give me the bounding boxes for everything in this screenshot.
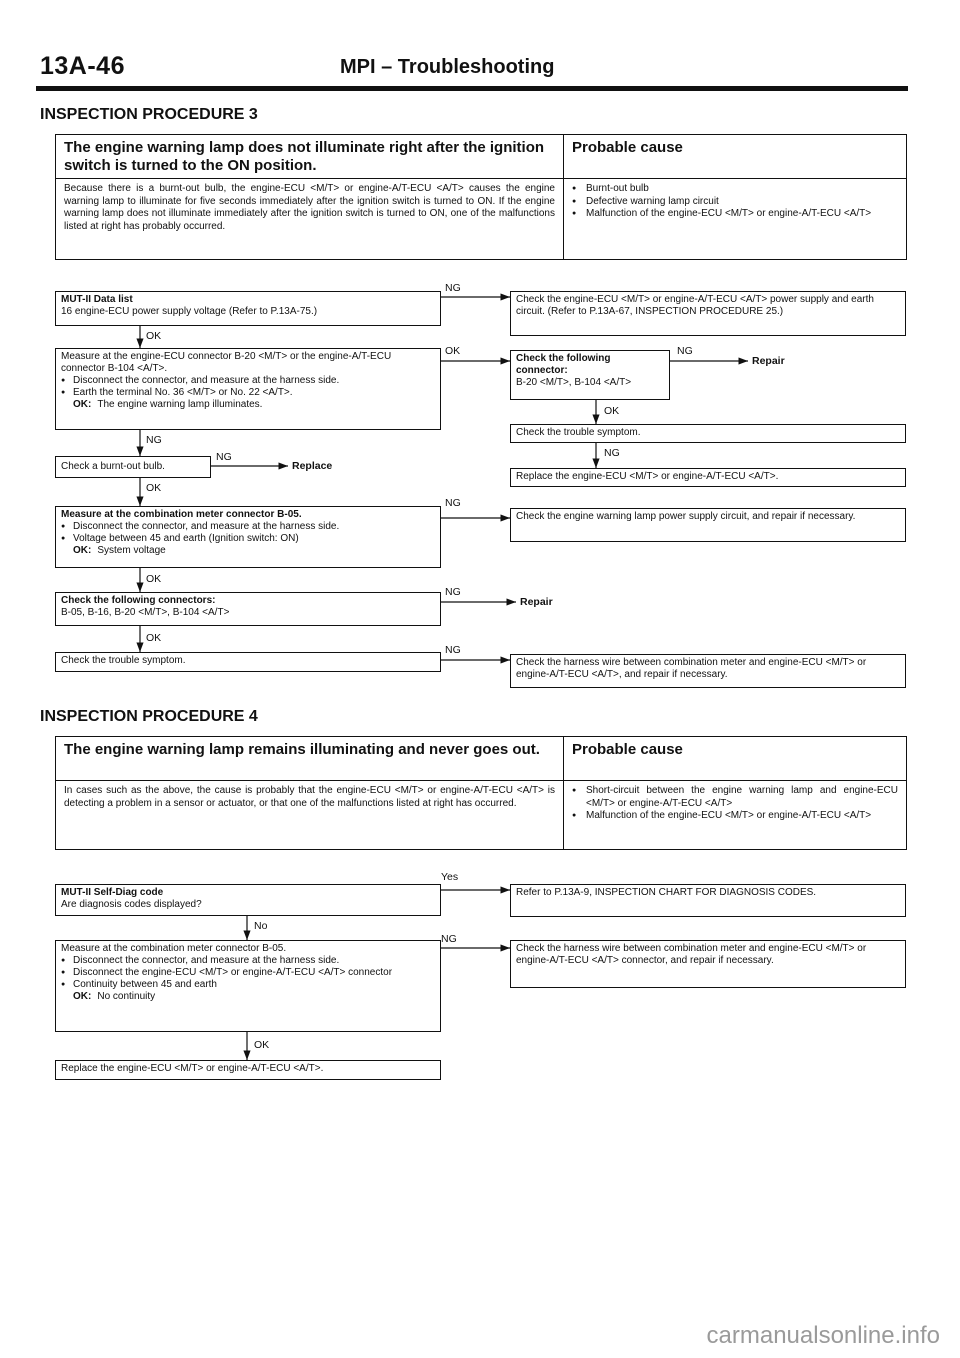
procedure-4-heading: INSPECTION PROCEDURE 4 (40, 708, 258, 725)
replace-ecu-box: Replace the engine-ECU <M/T> or engine-A/T-ECU <A/T>. (55, 1060, 441, 1080)
measure-ecu-step: ● Earth the terminal No. 36 <M/T> or No. 22 <A/T>. (61, 387, 435, 399)
ng-label: NG (441, 933, 457, 945)
procedure-3-probable-cause-title: Probable cause (563, 135, 906, 179)
measure-b05-step: ● Disconnect the connector, and measure at the harness side. (61, 955, 435, 967)
cause-item: ● Malfunction of the engine-ECU <M/T> or engine-A/T-ECU <A/T> (572, 208, 898, 221)
measure-meter-step: ● Voltage between 45 and earth (Ignition switch: ON) (61, 533, 435, 545)
measure-ecu-title: Measure at the engine-ECU connector B-20 <M/T> or the engine-A/T-ECU connector B-104 <A/T>. (61, 351, 392, 374)
ok-label: OK (604, 405, 620, 417)
check-connectors-text: B-05, B-16, B-20 <M/T>, B-104 <A/T> (61, 607, 230, 618)
procedure-4-probable-cause-title: Probable cause (563, 737, 906, 781)
ng-label: NG (445, 644, 461, 656)
measure-b05-title: Measure at the combination meter connector B-05. (61, 943, 287, 954)
procedure-4-symptom: The engine warning lamp remains illuminating and never goes out. (56, 737, 563, 781)
check-following-title: Check the following connector: (516, 353, 611, 376)
no-label: No (254, 920, 268, 932)
cause-item: ● Malfunction of the engine-ECU <M/T> or engine-A/T-ECU <A/T> (572, 810, 898, 823)
check-connectors-title: Check the following connectors: (61, 595, 216, 606)
ng-label: NG (445, 282, 461, 294)
procedure-4-description: In cases such as the above, the cause is probably that the engine-ECU <M/T> or engine-A/T-ECU <A/T> is detecting a problem in a sensor or actuator, or that one of the malfunctions listed at right has occurred. (64, 785, 555, 809)
mut-self-diag-box (55, 884, 441, 916)
refer-diagnosis-chart-box: Refer to P.13A-9, INSPECTION CHART FOR DIAGNOSIS CODES. (510, 884, 906, 917)
measure-meter-ok: OK: System voltage (73, 545, 166, 556)
ng-label: NG (216, 451, 232, 463)
mut-data-list-title: MUT-II Data list (61, 294, 133, 305)
check-harness-connector-box: Check the harness wire between combination meter and engine-ECU <M/T> or engine-A/T-ECU <A/T> connector, and repair if necessary. (510, 940, 906, 988)
ok-label: OK (254, 1039, 270, 1051)
ok-label: OK (445, 345, 461, 357)
page-title: MPI – Troubleshooting (340, 56, 555, 78)
check-bulb-box: Check a burnt-out bulb. (55, 456, 211, 478)
mut-data-list-text: 16 engine-ECU power supply voltage (Refer to P.13A-75.) (61, 306, 318, 317)
measure-b05-ok: OK: No continuity (73, 991, 156, 1002)
measure-meter-step: ● Disconnect the connector, and measure at the harness side. (61, 521, 435, 533)
repair-action-2: Repair (520, 596, 553, 608)
ng-label: NG (677, 345, 693, 357)
site-watermark: carmanualsonline.info (706, 1322, 940, 1349)
measure-meter-title: Measure at the combination meter connector B-05. (61, 509, 302, 520)
ok-label: OK (146, 482, 162, 494)
measure-b05-step: ● Disconnect the engine-ECU <M/T> or engine-A/T-ECU <A/T> connector (61, 967, 435, 979)
check-ecu-power-box: Check the engine-ECU <M/T> or engine-A/T-ECU <A/T> power supply and earth circuit. (Refer to P.13A-67, INSPECTION PROCEDURE 25.) (510, 291, 906, 336)
check-harness-box: Check the harness wire between combination meter and engine-ECU <M/T> or engine-A/T-ECU <A/T>, and repair if necessary. (510, 654, 906, 688)
procedure-3-symptom: The engine warning lamp does not illuminate right after the ignition switch is turned to the ON position. (56, 135, 563, 179)
ok-label: OK (146, 632, 162, 644)
measure-meter-b05-box (55, 940, 441, 1032)
check-trouble-left-box: Check the trouble symptom. (55, 652, 441, 672)
ng-label: NG (146, 434, 162, 446)
measure-ecu-ok: OK: The engine warning lamp illuminates. (73, 399, 263, 410)
check-following-text: B-20 <M/T>, B-104 <A/T> (516, 377, 632, 388)
replace-ecu-right-box: Replace the engine-ECU <M/T> or engine-A/T-ECU <A/T>. (510, 468, 906, 487)
page-number: 13A-46 (40, 52, 125, 80)
cause-item: ● Short-circuit between the engine warning lamp and engine-ECU <M/T> or engine-A/T-ECU <A/T> (572, 785, 898, 810)
ok-label: OK (146, 330, 162, 342)
replace-action: Replace (292, 460, 333, 472)
ok-label: OK (146, 573, 162, 585)
check-lamp-power-box: Check the engine warning lamp power supply circuit, and repair if necessary. (510, 508, 906, 542)
ng-label: NG (445, 586, 461, 598)
yes-label: Yes (441, 871, 459, 883)
procedure-3-heading: INSPECTION PROCEDURE 3 (40, 106, 258, 123)
ng-label: NG (604, 447, 620, 459)
ng-label: NG (445, 497, 461, 509)
measure-ecu-step: ● Disconnect the connector, and measure at the harness side. (61, 375, 435, 387)
procedure-3-description: Because there is a burnt-out bulb, the engine-ECU <M/T> or engine-A/T-ECU <A/T> causes the engine warning lamp to illuminate for five seconds immediately after the ignition switch is turned to ON. If the engine warning lamp does not illuminate immediately after the ignition switch is turned to ON, one of the malfunctions listed at right has probably occurred. (64, 183, 555, 232)
cause-item: ● Defective warning lamp circuit (572, 196, 898, 209)
repair-action: Repair (752, 355, 785, 367)
mut-self-diag-text: Are diagnosis codes displayed? (61, 899, 202, 910)
check-trouble-right-box: Check the trouble symptom. (510, 424, 906, 443)
cause-item: ● Burnt-out bulb (572, 183, 898, 196)
measure-b05-step: ● Continuity between 45 and earth (61, 979, 435, 991)
mut-self-diag-title: MUT-II Self-Diag code (61, 887, 164, 898)
